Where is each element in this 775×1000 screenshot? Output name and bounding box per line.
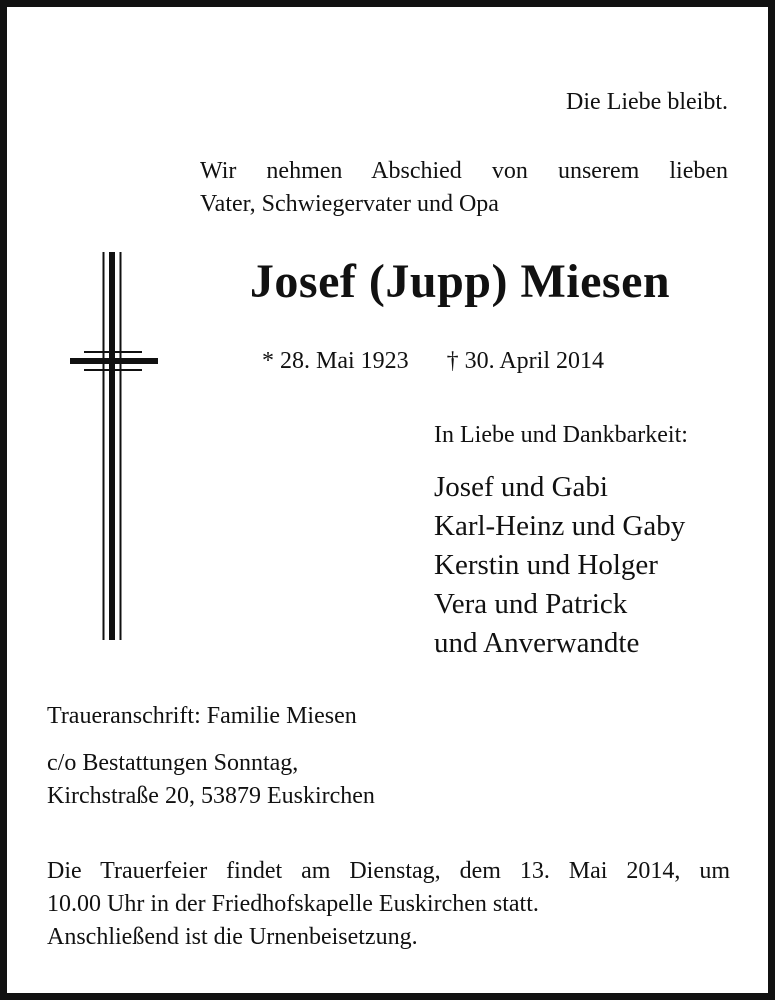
mourning-address bbox=[47, 700, 375, 813]
mourners-list bbox=[434, 468, 685, 663]
deceased-name: Josef (Jupp) Miesen bbox=[249, 255, 671, 308]
life-dates bbox=[262, 346, 604, 376]
cross-icon bbox=[0, 0, 200, 660]
farewell-text bbox=[200, 155, 728, 221]
mourner: Josef und Gabi bbox=[434, 471, 608, 503]
birth-date: * 28. Mai 1923 bbox=[262, 348, 409, 374]
address-line-2: Kirchstraße 20, 53879 Euskirchen bbox=[47, 783, 375, 809]
farewell-line-1: Wir nehmen Abschied von unserem lieben bbox=[200, 158, 728, 184]
address-line-1: c/o Bestattungen Sonntag, bbox=[47, 750, 299, 776]
service-line-2: 10.00 Uhr in der Friedhofskapelle Euskirchen statt. bbox=[47, 891, 539, 917]
death-date: † 30. April 2014 bbox=[446, 348, 605, 374]
mourner: Kerstin und Holger bbox=[434, 549, 658, 581]
service-info bbox=[47, 855, 730, 954]
service-line-3: Anschließend ist die Urnenbeisetzung. bbox=[47, 924, 418, 950]
address-label: Traueranschrift: Familie Miesen bbox=[47, 703, 357, 729]
mourner: und Anverwandte bbox=[434, 627, 640, 659]
motto: Die Liebe bleibt. bbox=[566, 89, 728, 115]
gratitude-line: In Liebe und Dankbarkeit: bbox=[434, 422, 688, 448]
service-line-1: Die Trauerfeier findet am Dienstag, dem 13. Mai 2014, um bbox=[47, 858, 730, 884]
farewell-line-2: Vater, Schwiegervater und Opa bbox=[200, 191, 499, 217]
mourner: Vera und Patrick bbox=[434, 588, 628, 620]
mourner: Karl-Heinz und Gaby bbox=[434, 510, 686, 542]
